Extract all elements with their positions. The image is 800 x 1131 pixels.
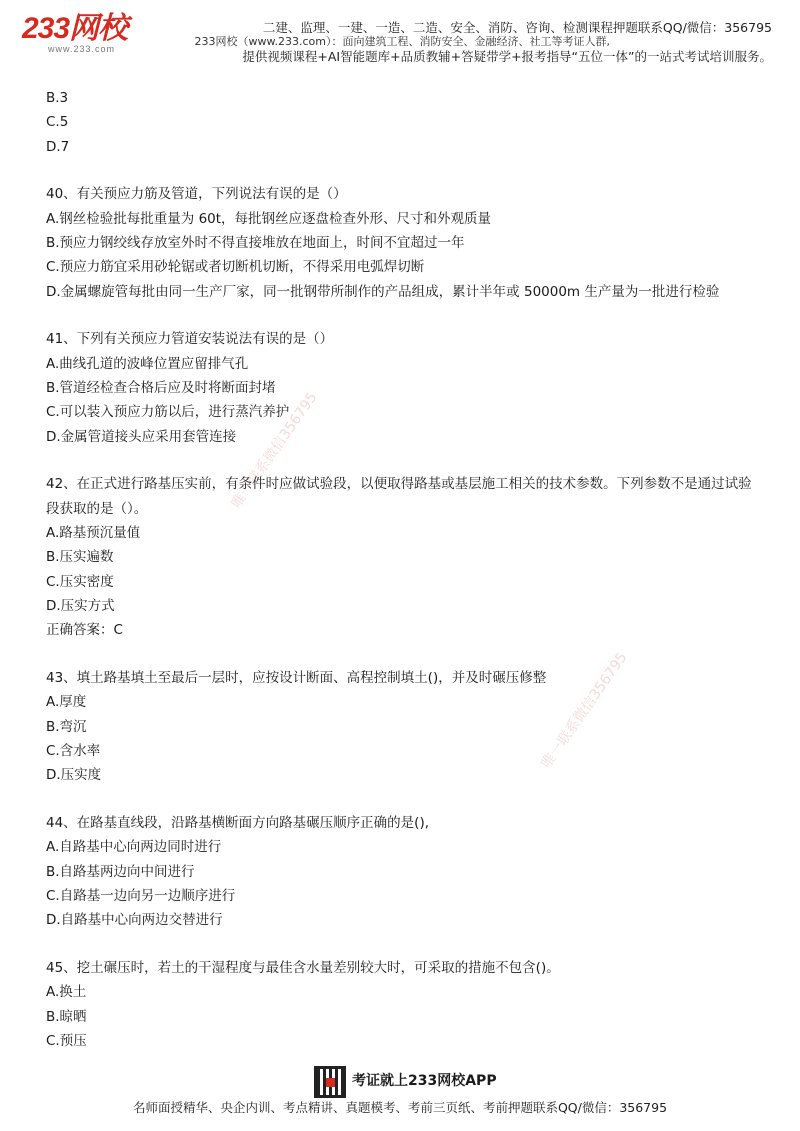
option: B.弯沉 xyxy=(46,718,87,735)
question-title: 42、在正式进行路基压实前，有条件时应做试验段，以便取得路基或基层施工相关的技术参数。下列参数不是通过试验段获取的是（）。 xyxy=(46,476,752,517)
option: A.路基预沉量值 xyxy=(46,524,141,541)
question-42 xyxy=(46,472,766,643)
page-header xyxy=(0,0,800,70)
option: A.自路基中心向两边同时进行 xyxy=(46,839,222,856)
option: D.金属螺旋管每批由同一生产厂家，同一批钢带所制作的产品组成，累计半年或 50000m 生产量为一批进行检验 xyxy=(46,283,720,300)
option: B.压实遍数 xyxy=(46,549,114,566)
option: C.预压 xyxy=(46,1033,87,1049)
option: A.曲线孔道的波峰位置应留排气孔 xyxy=(46,355,249,372)
option: A.钢丝检验批每批重量为 60t，每批钢丝应逐盘检查外形、尺寸和外观质量 xyxy=(46,210,492,227)
question-45 xyxy=(46,956,766,1054)
option: C.5 xyxy=(46,114,69,131)
question-title: 41、下列有关预应力管道安装说法有误的是（） xyxy=(46,331,334,348)
question-title: 40、有关预应力筋及管道，下列说法有误的是（） xyxy=(46,186,347,203)
header-intro-line: 233网校（www.233.com）：面向建筑工程、消防安全、金融经济、社工等考证人群, xyxy=(194,35,610,48)
question-list xyxy=(46,86,766,1076)
option: D.7 xyxy=(46,138,70,155)
brand-logo xyxy=(22,14,172,54)
logo-url: www.233.com xyxy=(48,44,116,54)
option: A.换土 xyxy=(46,984,87,1001)
question-title: 45、挖土碾压时，若土的干湿程度与最佳含水量差别较大时，可采取的措施不包含()。 xyxy=(46,959,560,976)
option: C.可以装入预应力筋以后，进行蒸汽养护 xyxy=(46,404,290,421)
watermark: 唯一联系微信356795 xyxy=(538,649,631,772)
option: C.自路基一边向另一边顺序进行 xyxy=(46,888,236,905)
question-44 xyxy=(46,811,766,933)
qr-code-icon[interactable] xyxy=(314,1066,346,1098)
header-services-line: 提供视频课程+AI智能题库+品质教辅+答疑带学+报考指导“五位一体”的一站式考试培训服务。 xyxy=(242,49,772,64)
option: B.3 xyxy=(46,90,69,106)
question-title: 44、在路基直线段，沿路基横断面方向路基碾压顺序正确的是(), xyxy=(46,814,430,831)
watermark: 唯一联系微信356795 xyxy=(228,389,321,512)
app-slogan: 考证就上233网校APP xyxy=(352,1073,497,1089)
option: B.晾晒 xyxy=(46,1008,87,1025)
question-43 xyxy=(46,666,766,788)
answer: 正确答案：C xyxy=(46,622,123,639)
option: C.压实密度 xyxy=(46,573,114,590)
option: B.管道经检查合格后应及时将断面封堵 xyxy=(46,379,276,396)
option: B.预应力钢绞线存放室外时不得直接堆放在地面上，时间不宜超过一年 xyxy=(46,234,465,251)
option: C.预应力筋宜采用砂轮锯或者切断机切断，不得采用电弧焊切断 xyxy=(46,259,425,276)
option: D.压实度 xyxy=(46,767,102,784)
footer-contact-line: 名师面授精华、央企内训、考点精讲、真题模考、考前三页纸、考前押题联系QQ/微信：356795 xyxy=(132,1100,668,1115)
question-40 xyxy=(46,182,766,304)
page-footer xyxy=(0,1062,800,1131)
option: A.厚度 xyxy=(46,694,87,711)
option: D.自路基中心向两边交替进行 xyxy=(46,912,223,929)
leading-options xyxy=(46,86,766,159)
option: D.压实方式 xyxy=(46,598,115,615)
question-41 xyxy=(46,327,766,449)
option: B.自路基两边向中间进行 xyxy=(46,863,195,880)
logo-text: 233网校 xyxy=(22,12,128,45)
qr-logo-icon xyxy=(326,1078,335,1087)
question-title: 43、填土路基填土至最后一层时，应按设计断面、高程控制填土()，并及时碾压修整 xyxy=(46,669,547,686)
option: C.含水率 xyxy=(46,743,101,760)
option: D.金属管道接头应采用套管连接 xyxy=(46,428,237,445)
header-contact-line: 二建、监理、一建、一造、二造、安全、消防、咨询、检测课程押题联系QQ/微信：356795 xyxy=(262,20,772,35)
